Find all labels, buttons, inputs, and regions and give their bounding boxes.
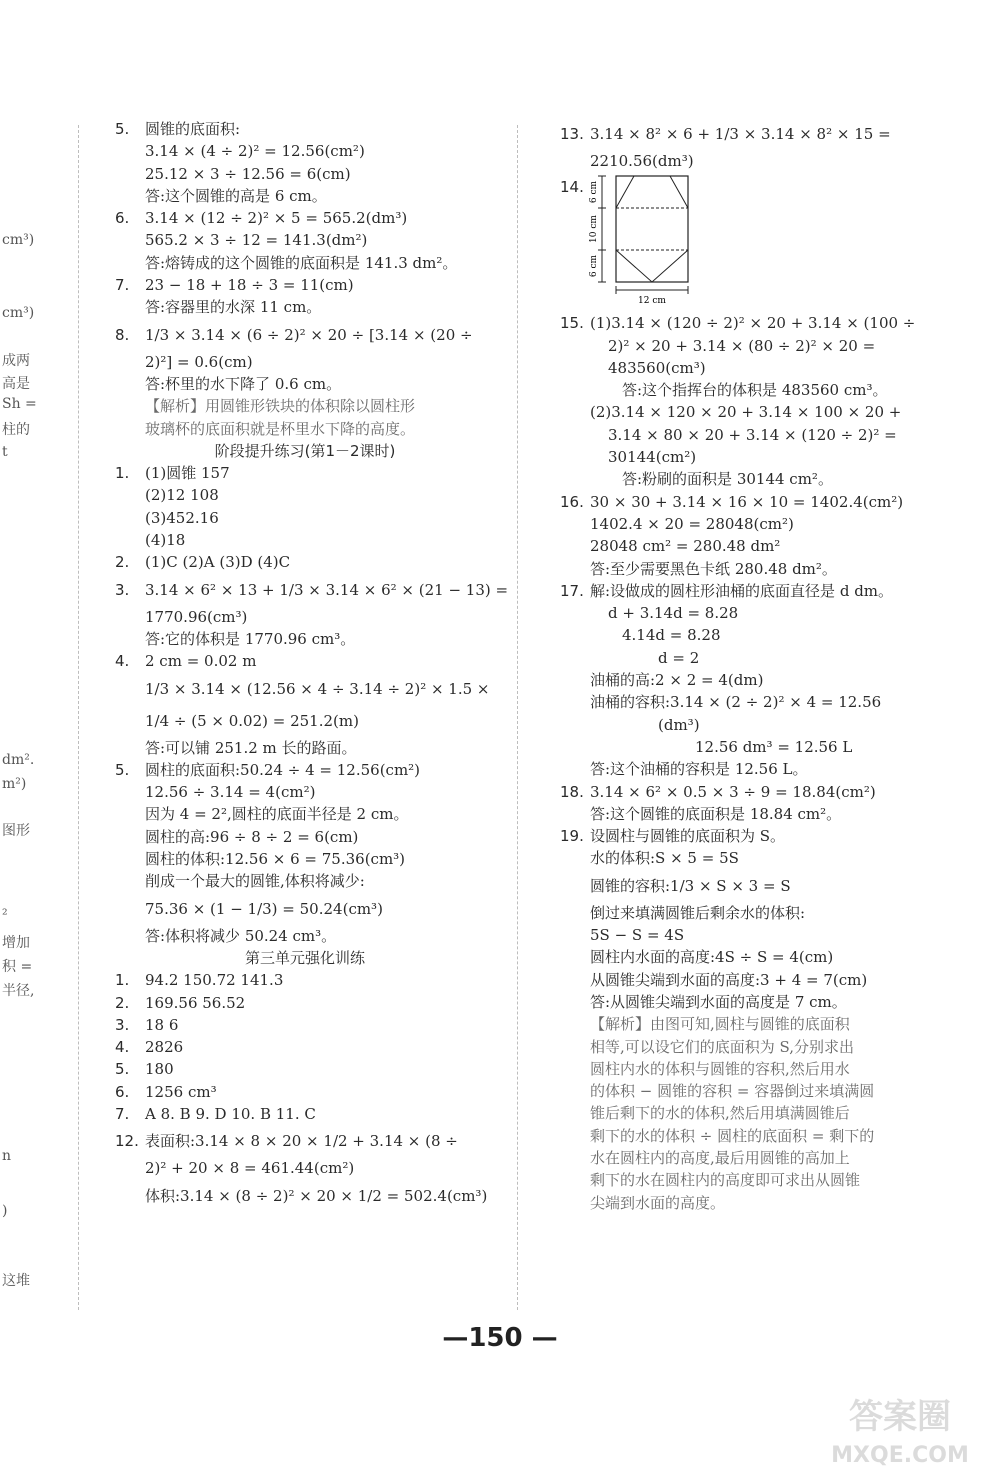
answer-text: 答:从圆锥尖端到水面的高度是 7 cm。 [590,992,847,1011]
edge-fragment: 半径, [2,983,35,999]
answer-line [115,395,495,417]
answer-text: (1)C (2)A (3)D (4)C [145,553,291,572]
answer-item [115,969,495,991]
answer-line [115,418,495,440]
item-number: 3. [115,1015,130,1034]
width-label: 12 cm [638,296,666,307]
answer-text: 油桶的高:2 × 2 = 4(dm) [590,671,764,690]
answer-text: 尖端到水面的高度。 [590,1193,726,1212]
site-watermark [800,1390,1000,1470]
answer-line [560,714,935,736]
answer-item [560,825,935,847]
answer-item [115,462,495,484]
answer-line [115,252,495,274]
edge-fragment: ) [2,1203,8,1219]
answer-line [560,150,935,172]
answer-line [115,507,495,529]
answer-item [115,992,495,1014]
answer-line [560,401,935,423]
item-number: 7. [115,1104,130,1123]
answer-text: 1/3 × 3.14 × (12.56 × 4 ÷ 3.14 ÷ 2)² × 1.5 × [145,679,490,698]
answer-text: 因为 4 = 2²,圆柱的底面半径是 2 cm。 [145,805,409,824]
item-number: 15. [560,314,584,333]
answer-line [560,535,935,557]
answer-item [115,207,495,229]
answer-item [560,491,935,513]
answer-text: (1)圆锥 157 [145,464,230,483]
answer-text: 30144(cm²) [608,448,697,467]
answer-text: 3.14 × 80 × 20 + 3.14 × (120 ÷ 2)² = [608,425,897,444]
answer-line [560,1125,935,1147]
answer-text: 【解析】由图可知,圆柱与圆锥的底面积 [590,1015,850,1034]
answer-line [115,606,495,628]
answer-text: 答:至少需要黑色卡纸 280.48 dm²。 [590,559,837,578]
edge-fragments [0,0,60,1471]
answer-text: 第三单元强化训练 [244,948,365,967]
answer-line [560,969,935,991]
answer-column-right [560,118,935,1214]
answer-text: 答:熔铸成的这个圆锥的底面积是 141.3 dm²。 [145,253,458,272]
answer-line [115,803,495,825]
answer-line [115,229,495,251]
answer-text: 玻璃杯的底面积就是杯里水下降的高度。 [145,419,416,438]
item-number: 1. [115,971,130,990]
answer-text: 1/4 ÷ (5 × 0.02) = 251.2(m) [145,711,359,730]
answer-item [115,1058,495,1080]
answer-line [115,140,495,162]
answer-item [115,319,495,351]
answer-item [560,580,935,602]
answer-text: 4.14d = 8.28 [622,626,721,645]
answer-text: 答:杯里的水下降了 0.6 cm。 [145,374,342,393]
answer-text: 12.56 ÷ 3.14 = 4(cm²) [145,783,316,802]
answer-item [115,650,495,672]
answers-15-19 [560,312,935,1214]
answer-text: 答:它的体积是 1770.96 cm³。 [145,629,356,648]
answer-text: 1770.96(cm³) [145,607,248,626]
answer-line [560,1169,935,1191]
answer-line [115,1157,495,1179]
edge-fragment: 增加 [2,935,30,951]
item-number: 14. [560,178,584,197]
answer-line [560,1013,935,1035]
edge-fragment: 图形 [2,823,30,839]
answer-line [115,925,495,947]
answer-text: 12.56 dm³ = 12.56 L [695,737,853,756]
answer-text: (2)3.14 × 120 × 20 + 3.14 × 100 × 20 + [590,403,902,422]
answer-text: 答:粉刷的面积是 30144 cm²。 [622,470,833,489]
answer-line [560,1102,935,1124]
answer-text: 剩下的水在圆柱内的高度即可求出从圆锥 [590,1171,861,1190]
column-divider [517,125,518,1310]
answer-text: 圆柱的体积:12.56 × 6 = 75.36(cm³) [145,850,406,869]
answer-text: 圆柱的底面积:50.24 ÷ 4 = 12.56(cm²) [145,760,421,779]
answer-line [115,705,495,737]
answer-text: 2210.56(dm³) [590,152,694,170]
answer-line [115,673,495,705]
answer-text: 从圆锥尖端到水面的高度:3 + 4 = 7(cm) [590,970,868,989]
answer-line [560,647,935,669]
item-number: 13. [560,125,584,143]
item-number: 1. [115,464,130,483]
answer-text: 1256 cm³ [145,1082,217,1101]
height-label-bottom: 6 cm [589,255,599,278]
edge-fragment: 这堆 [2,1273,30,1289]
answer-text: 答:这个圆锥的高是 6 cm。 [145,186,327,205]
edge-fragment: n [2,1148,12,1164]
watermark-title: 答案圈 [849,1397,951,1437]
answer-item [115,759,495,781]
answer-text: 答:容器里的水深 11 cm。 [145,298,322,317]
item-number: 19. [560,827,584,846]
answer-text: 解:设做成的圆柱形油桶的底面直径是 d dm。 [590,581,894,600]
height-label-middle: 10 cm [589,215,599,244]
edge-fragment: 成两 [2,353,30,369]
answer-text: 5S − S = 4S [590,926,685,945]
answer-line [115,870,495,892]
answer-column-left [115,118,509,1212]
answer-item [115,274,495,296]
answer-line [560,924,935,946]
answer-item [115,1036,495,1058]
answer-line [115,1180,495,1212]
answer-line [115,628,495,650]
answer-text: 答:这个圆锥的底面积是 18.84 cm²。 [590,804,842,823]
answer-line [560,1147,935,1169]
answer-text: 25.12 × 3 ÷ 12.56 = 6(cm) [145,164,351,183]
edge-fragment: 柱的 [2,422,30,438]
answer-item [560,312,935,334]
answer-text: 30 × 30 + 3.14 × 16 × 10 = 1402.4(cm²) [590,492,904,511]
answer-item [560,118,935,150]
answer-line [115,529,495,551]
item-number: 16. [560,492,584,511]
answer-text: 3.14 × 6² × 13 + 1/3 × 3.14 × 6² × (21 − 13) = [145,580,509,599]
answer-text: 3.14 × (12 ÷ 2)² × 5 = 565.2(dm³) [145,209,408,228]
answer-text: 油桶的容积:3.14 × (2 ÷ 2)² × 4 = 12.56 [590,693,882,712]
answer-line [560,736,935,758]
answer-text: 圆锥的容积:1/3 × S × 3 = S [590,876,791,895]
answer-line [560,602,935,624]
item-number: 2. [115,993,130,1012]
answer-text: 体积:3.14 × (8 ÷ 2)² × 20 × 1/2 = 502.4(cm³) [145,1186,488,1205]
item-number: 18. [560,782,584,801]
answer-line [560,446,935,468]
answer-line [560,424,935,446]
edge-fragment: 积 = [2,959,33,975]
answer-text: d + 3.14d = 8.28 [608,604,739,623]
answer-text: 答:这个油桶的容积是 12.56 L。 [590,760,808,779]
answer-text: 2)² × 20 + 3.14 × (80 ÷ 2)² × 20 = [608,336,876,355]
edge-fragment: cm³) [2,305,35,321]
item-number: 3. [115,580,130,599]
answer-text: 锥后剩下的水的体积,然后用填满圆锥后 [590,1104,850,1123]
answer-text: (4)18 [145,531,186,550]
section-heading [115,440,495,462]
answer-text: 答:这个指挥台的体积是 483560 cm³。 [622,381,888,400]
answer-line [560,1192,935,1214]
item-number: 5. [115,120,130,138]
cylinder-cones-figure [588,172,708,307]
item-number: 5. [115,760,130,779]
answer-item [115,1103,495,1125]
answer-text: 答:体积将减少 50.24 cm³。 [145,926,337,945]
answer-line [115,781,495,803]
answer-text: 1/3 × 3.14 × (6 ÷ 2)² × 20 ÷ [3.14 × (20 ÷ [145,325,473,344]
answer-line [115,848,495,870]
answer-text: 水在圆柱内的高度,最后用圆锥的高加上 [590,1148,850,1167]
answer-text: 565.2 × 3 ÷ 12 = 141.3(dm²) [145,231,368,250]
answer-text: 3.14 × 8² × 6 + 1/3 × 3.14 × 8² × 15 = [590,125,891,143]
edge-fragment: cm³) [2,232,35,248]
answer-text: 2)²] = 0.6(cm) [145,352,253,371]
answer-line [560,991,935,1013]
answer-line [560,847,935,869]
answer-text: 答:可以铺 251.2 m 长的路面。 [145,738,357,757]
answer-line [115,185,495,207]
answer-text: A 8. B 9. D 10. B 11. C [145,1104,316,1123]
answer-line [560,902,935,924]
answer-line [560,357,935,379]
answer-text: 表面积:3.14 × 8 × 20 × 1/2 + 3.14 × (8 ÷ [145,1132,458,1151]
answer-text: 18 6 [145,1015,179,1034]
answer-text: 相等,可以设它们的底面积为 S,分别求出 [590,1037,855,1056]
answer-text: 2)² + 20 × 8 = 461.44(cm²) [145,1159,355,1178]
answer-text: d = 2 [658,648,700,667]
watermark-url: MXQE.COM [831,1443,969,1468]
answer-text: 削成一个最大的圆锥,体积将减少: [145,872,365,891]
answer-text: 圆柱的高:96 ÷ 8 ÷ 2 = 6(cm) [145,827,359,846]
height-label-top: 6 cm [589,181,599,204]
item-number: 5. [115,1060,130,1079]
answer-text: 圆柱内水的体积与圆锥的容积,然后用水 [590,1059,850,1078]
answer-14-figure [560,172,935,312]
item-number: 4. [115,1038,130,1057]
answer-line [560,558,935,580]
answer-text: 【解析】用圆锥形铁块的体积除以圆柱形 [145,397,416,416]
answer-item [115,551,495,573]
answer-line [115,484,495,506]
answer-line [115,163,495,185]
answer-line [560,1058,935,1080]
answer-line [115,373,495,395]
answer-line [560,870,935,902]
answer-item [115,1125,495,1157]
page-number: —150 — [442,1323,558,1353]
answer-line [560,513,935,535]
edge-fragment: dm². [2,752,35,768]
item-number: 4. [115,652,130,671]
answer-line [560,624,935,646]
edge-fragment: m²) [2,776,27,792]
answer-item [115,574,509,606]
answer-text: (2)12 108 [145,486,219,505]
answer-line [115,296,495,318]
answer-line [560,335,935,357]
item-number: 2. [115,553,130,572]
answer-text: 180 [145,1060,174,1079]
answer-item [115,1014,495,1036]
column-divider [78,125,79,1310]
answer-text: 75.36 × (1 − 1/3) = 50.24(cm³) [145,899,383,918]
answer-text: 圆柱内水面的高度:4S ÷ S = 4(cm) [590,948,834,967]
answer-line [115,826,495,848]
answer-line [560,1080,935,1102]
answer-item [115,118,495,140]
answer-item [560,781,935,803]
answer-line [560,379,935,401]
item-number: 6. [115,1082,130,1101]
answer-text: 23 − 18 + 18 ÷ 3 = 11(cm) [145,276,354,295]
item-number: 6. [115,209,130,228]
answer-text: 水的体积:S × 5 = 5S [590,849,739,868]
answer-line [560,691,935,713]
answers-13 [560,118,935,172]
edge-fragment: 高是 [2,376,30,392]
item-number: 17. [560,581,584,600]
answer-text: (3)452.16 [145,508,219,527]
edge-fragment: t [2,444,8,460]
section-heading [115,947,495,969]
answer-text: 3.14 × 6² × 0.5 × 3 ÷ 9 = 18.84(cm²) [590,782,876,801]
answer-text: 483560(cm³) [608,358,706,377]
answer-text: 2826 [145,1038,184,1057]
answer-line [560,758,935,780]
answer-text: 3.14 × (4 ÷ 2)² = 12.56(cm²) [145,142,365,161]
answer-line [560,946,935,968]
answer-line [560,669,935,691]
answer-text: 倒过来填满圆锥后剩余水的体积: [590,903,806,922]
answer-line [115,737,495,759]
answer-line [560,803,935,825]
answer-item [115,1081,495,1103]
answer-line [560,468,935,490]
answer-text: 剩下的水的体积 ÷ 圆柱的底面积 = 剩下的 [590,1126,875,1145]
answer-line [560,1036,935,1058]
item-number: 8. [115,325,130,344]
answer-line [115,351,495,373]
answer-text: 圆锥的底面积: [145,120,241,138]
answer-text: (dm³) [658,715,700,734]
item-number: 7. [115,276,130,295]
answer-line [115,893,495,925]
edge-fragment: Sh = [2,396,37,412]
item-number: 12. [115,1132,139,1151]
answer-text: (1)3.14 × (120 ÷ 2)² × 20 + 3.14 × (100 ÷ [590,314,916,333]
answer-text: 2 cm = 0.02 m [145,652,257,671]
edge-fragment: ² [2,907,8,923]
answer-text: 的体积 − 圆锥的容积 = 容器倒过来填满圆 [590,1082,875,1101]
answer-text: 1402.4 × 20 = 28048(cm²) [590,514,794,533]
answer-text: 169.56 56.52 [145,993,246,1012]
answer-text: 28048 cm² = 280.48 dm² [590,537,781,556]
answer-text: 设圆柱与圆锥的底面积为 S。 [590,827,786,846]
answer-text: 阶段提升练习(第1－2课时) [214,441,396,460]
answer-text: 94.2 150.72 141.3 [145,971,284,990]
